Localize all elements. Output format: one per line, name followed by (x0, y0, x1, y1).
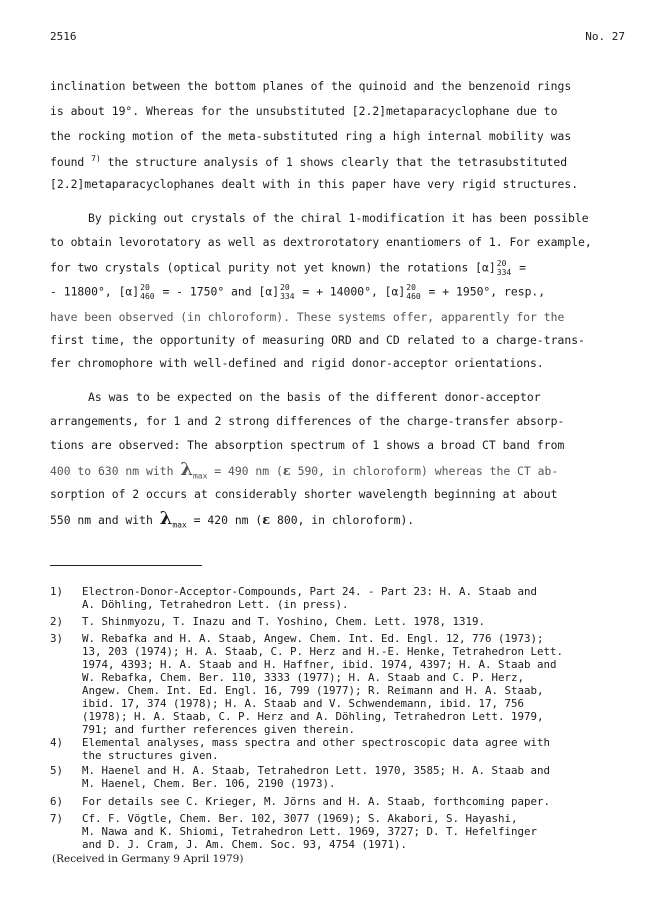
reference-marker: 7) (91, 154, 101, 163)
epsilon-symbol: ε (262, 513, 271, 528)
wavelength-subscript: 460 (140, 292, 155, 301)
footnote-number: 7) (50, 812, 64, 825)
footnote-text: For details see C. Krieger, M. Jörns and H. A. Staab, forthcoming paper. (82, 795, 551, 808)
footnote-number: 1) (50, 585, 64, 598)
footnote-number: 3) (50, 632, 64, 645)
text-run: - 11800°, [α] (50, 284, 140, 299)
paragraph-1-line-2: is about 19°. Whereas for the unsubstituted [2.2]metaparacyclophane due to (50, 104, 558, 118)
paragraph-1-line-3: the rocking motion of the meta-substituted ring a high internal mobility was (50, 129, 572, 143)
footnote-number: 6) (50, 795, 64, 808)
paragraph-1-line-4-rest: the structure analysis of 1 shows clearly that the tetrasubstituted (100, 154, 568, 169)
footnote-number: 2) (50, 615, 64, 628)
temperature-superscript: 20 (280, 283, 290, 292)
paragraph-2-line-3 (50, 259, 526, 277)
text-run: 550 nm and with (50, 513, 160, 527)
text-run: = (512, 260, 526, 275)
text-run: 400 to 630 nm with (50, 464, 181, 478)
text-run: for two crystals (optical purity not yet known) the rotations [α] (50, 260, 496, 275)
temperature-superscript: 20 (496, 259, 507, 268)
paragraph-3-line-2: arrangements, for 1 and 2 strong differences of the charge-transfer absorp- (50, 414, 565, 428)
epsilon-symbol: ε (282, 464, 291, 479)
max-subscript: max (192, 471, 208, 481)
text-run: = 420 nm ( (186, 513, 263, 527)
footnote-text: Electron-Donor-Acceptor-Compounds, Part 24. - Part 23: H. A. Staab and A. Döhling, Tetrahedron Lett. (in press). (82, 585, 538, 611)
paragraph-2-line-7: fer chromophore with well-defined and rigid donor-acceptor orientations. (50, 356, 544, 370)
paragraph-1-line-5: [2.2]metaparacyclophanes dealt with in this paper have very rigid structures. (50, 177, 579, 191)
footnote-text: Cf. F. Vögtle, Chem. Ber. 102, 3077 (1969); S. Akabori, S. Hayashi, M. Nawa and K. Shiomi, Tetrahedron Lett. 1969, 3727; D. T. Hefelfinger and D. J. Cram, J. Am. Chem. Soc. 93, 4754 (1971). (82, 812, 538, 851)
lambda-symbol: λ (159, 508, 173, 529)
footnote-text: M. Haenel and H. A. Staab, Tetrahedron Lett. 1970, 3585; H. A. Staab and M. Haenel, Chem. Ber. 106, 2190 (1973). (82, 764, 551, 790)
paragraph-3-line-4 (50, 459, 559, 483)
temperature-superscript: 20 (406, 283, 416, 292)
found-word: found (50, 154, 85, 169)
paragraph-2-line-5: have been observed (in chloroform). These systems offer, apparently for the (50, 310, 565, 324)
footnote-number: 4) (50, 736, 64, 749)
paragraph-3-line-6 (50, 508, 415, 532)
footnote-separator (50, 565, 202, 566)
max-subscript: max (172, 520, 187, 530)
rotation-index (140, 283, 154, 301)
rotation-index (406, 283, 420, 301)
paragraph-3-line-5: sorption of 2 occurs at considerably shorter wavelength beginning at about (50, 487, 558, 501)
footnote-number: 5) (50, 764, 64, 777)
wavelength-subscript: 334 (496, 268, 512, 277)
text-run: = + 1950°, resp., (421, 284, 546, 299)
paragraph-2-line-1: By picking out crystals of the chiral 1-modification it has been possible (88, 211, 589, 225)
paragraph-2-line-6: first time, the opportunity of measuring ORD and CD related to a charge-trans- (50, 333, 585, 347)
paragraph-3-line-3: tions are observed: The absorption spectrum of 1 shows a broad CT band from (50, 438, 565, 452)
wavelength-subscript: 460 (406, 292, 421, 301)
temperature-superscript: 20 (140, 283, 150, 292)
issue-number: No. 27 (585, 30, 625, 43)
text-run: = 490 nm ( (207, 464, 283, 478)
paragraph-3-line-1: As was to be expected on the basis of the different donor-acceptor (88, 390, 541, 404)
wavelength-subscript: 334 (280, 292, 295, 301)
paragraph-2-line-2: to obtain levorotatory as well as dextrorotatory enantiomers of 1. For example, (50, 235, 592, 249)
paragraph-1-line-1: inclination between the bottom planes of the quinoid and the benzenoid rings (50, 79, 572, 93)
text-run: = - 1750° and [α] (155, 284, 280, 299)
received-date: (Received in Germany 9 April 1979) (52, 853, 244, 865)
footnote-text: T. Shinmyozu, T. Inazu and T. Yoshino, Chem. Lett. 1978, 1319. (82, 615, 486, 628)
text-run: 590, in chloroform) whereas the CT ab- (290, 464, 559, 478)
lambda-symbol: λ (180, 459, 193, 480)
rotation-index (280, 283, 294, 301)
paragraph-1-line-4 (50, 152, 567, 169)
paragraph-2-line-4 (50, 283, 545, 301)
page-number: 2516 (50, 30, 77, 43)
footnote-text: Elemental analyses, mass spectra and other spectroscopic data agree with the structures given. (82, 736, 551, 762)
rotation-index (497, 259, 511, 277)
footnote-text: W. Rebafka and H. A. Staab, Angew. Chem. Int. Ed. Engl. 12, 776 (1973); 13, 203 (1974); H. A. Staab, C. P. Herz and H.-E. Henke, Tetrahedron Lett. 1974, 4393; H. A. Staab and H. Haffner, ibid. 1974, 4397; H. A. Staab and W. Rebafka, Chem. Ber. 110, 3333 (1977); H. A. Staab and C. P. Herz, Angew. Chem. Int. Ed. Engl. 16, 799 (1977); R. Reimann and H. A. Staab, ibid. 17, 374 (1978); H. A. Staab and V. Schwendemann, ibid. 17, 756 (1978); H. A. Staab, C. P. Herz and A. Döhling, Tetrahedron Lett. 1979, 791; and further references given therein. (82, 632, 564, 736)
text-run: = + 14000°, [α] (295, 284, 406, 299)
text-run: 800, in chloroform). (270, 513, 415, 527)
